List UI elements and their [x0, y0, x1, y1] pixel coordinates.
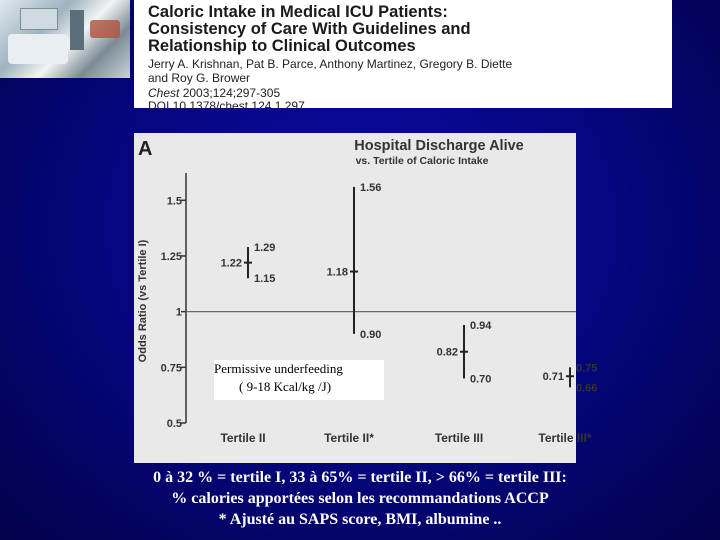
paper-authors — [148, 58, 660, 85]
permissive-underfeeding-note — [214, 360, 384, 400]
note-line-2: ( 9-18 Kcal/kg /J) — [239, 379, 332, 394]
chart-title: Hospital Discharge Alive — [354, 138, 524, 154]
odds-ratio-chart — [134, 133, 598, 463]
paper-title-line: Caloric Intake in Medical ICU Patients: — [148, 3, 448, 21]
x-axis-categories — [220, 431, 591, 445]
paper-title-line: Relationship to Clinical Outcomes — [148, 37, 416, 55]
ci-high-label: 1.56 — [360, 181, 382, 194]
paper-doi: DOI 10.1378/chest.124.1.297 — [148, 99, 305, 113]
estimate-label: 1.22 — [220, 257, 242, 270]
chart-panel — [134, 133, 598, 463]
patient-shape — [90, 20, 120, 38]
ci-high-label: 0.94 — [470, 320, 492, 332]
monitor-shape — [20, 8, 58, 30]
pole-shape — [70, 10, 84, 50]
caption-line: 0 à 32 % = tertile I, 33 à 65% = tertile II, > 66% = tertile III: — [153, 469, 567, 486]
paper-authors-line: and Roy G. Brower — [148, 70, 251, 85]
ci-high-label: 0.75 — [576, 362, 598, 375]
estimate-label: 1.18 — [326, 266, 348, 279]
paper-title-line: Consistency of Care With Guidelines and — [148, 20, 471, 38]
caption-line: % calories apportées selon les recommandations ACCP — [171, 490, 549, 507]
x-category-label: Tertile III — [434, 431, 484, 445]
note-line-1: Permissive underfeeding — [214, 361, 343, 376]
citation-details: 2003;124;297-305 — [179, 86, 281, 100]
y-tick-label: 0.5 — [166, 418, 182, 430]
bed-shape — [8, 34, 68, 64]
x-category-label: Tertile III* — [538, 431, 592, 445]
estimate-label: 0.71 — [542, 371, 564, 384]
x-category-label: Tertile II — [220, 431, 266, 445]
paper-header-card — [134, 0, 672, 113]
chart-subtitle: vs. Tertile of Caloric Intake — [355, 155, 489, 167]
ci-high-label: 1.29 — [254, 242, 276, 255]
y-tick-label: 0.75 — [160, 362, 182, 375]
ci-low-label: 0.70 — [470, 373, 492, 386]
paper-title — [148, 4, 660, 55]
estimate-label: 0.82 — [436, 346, 458, 359]
journal-name: Chest — [148, 86, 180, 100]
panel-label: A — [138, 138, 153, 160]
slide-caption — [0, 467, 720, 530]
x-category-label: Tertile II* — [324, 431, 374, 445]
ci-low-label: 1.15 — [254, 273, 276, 286]
paper-authors-line: Jerry A. Krishnan, Pat B. Parce, Anthony Martinez, Gregory B. Diette — [148, 57, 513, 71]
y-tick-label: 1.5 — [166, 195, 182, 208]
y-tick-label: 1.25 — [160, 250, 182, 263]
y-tick-label: 1 — [175, 306, 182, 319]
y-axis-label: Odds Ratio (vs Tertile I) — [137, 239, 149, 363]
caption-line: * Ajusté au SAPS score, BMI, albumine .. — [218, 511, 502, 528]
icu-photo — [0, 0, 130, 78]
ci-low-label: 0.66 — [576, 382, 598, 395]
ci-low-label: 0.90 — [360, 328, 382, 341]
